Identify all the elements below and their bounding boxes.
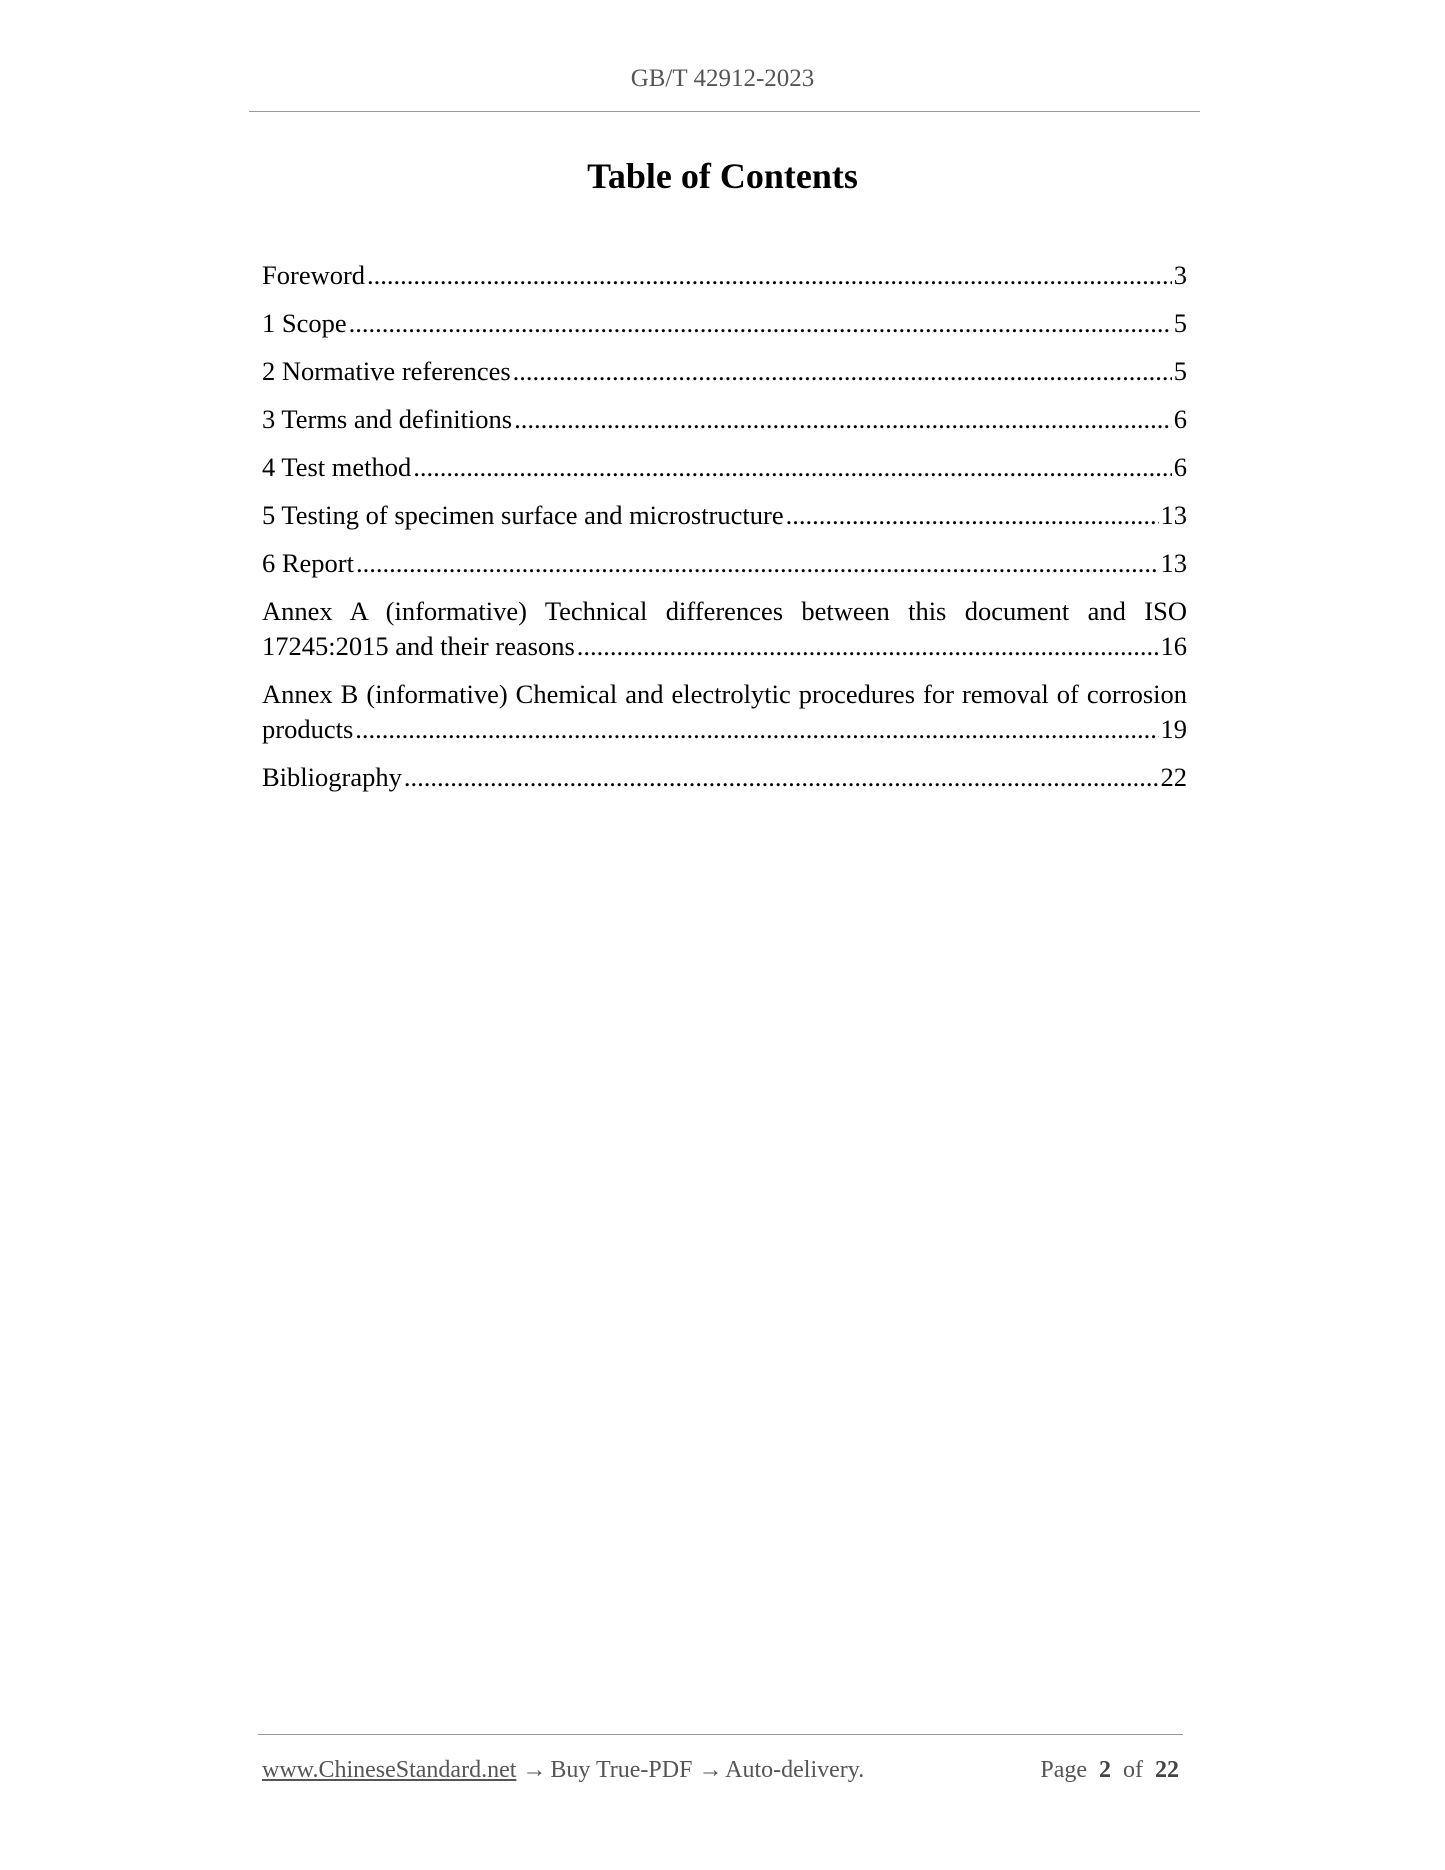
page-title: Table of Contents (587, 156, 858, 196)
toc-entry-title: Bibliography (262, 762, 402, 792)
toc-entry-title-line2: products (262, 714, 354, 744)
of-word: of (1123, 1757, 1143, 1783)
toc-entry-title: 4 Test method (262, 452, 412, 482)
toc-entry-title: 3 Terms and definitions (262, 404, 513, 434)
footer-promo (262, 1755, 864, 1785)
footer-step-buy: Buy True-PDF (550, 1757, 693, 1783)
dot-leader (513, 354, 1172, 389)
toc-entry-page: 13 (1160, 548, 1187, 578)
toc-entry-normative-references[interactable] (262, 354, 1187, 402)
dot-leader (355, 712, 1158, 747)
dot-leader (577, 629, 1159, 664)
toc-entry-report[interactable] (262, 546, 1187, 594)
dot-leader (356, 546, 1159, 581)
toc-entry-page: 5 (1173, 356, 1187, 386)
page-total: 22 (1155, 1757, 1179, 1783)
toc-entry-title-line1: Annex A (informative) Technical differences between this document and ISO (262, 596, 1187, 626)
toc-entry-annex-a[interactable] (262, 594, 1187, 677)
toc-entry-testing-of-specimen[interactable] (262, 498, 1187, 546)
toc-entry-page: 6 (1173, 452, 1187, 482)
footer-divider (258, 1734, 1183, 1735)
toc-entry-test-method[interactable] (262, 450, 1187, 498)
toc-entry-page: 16 (1160, 631, 1187, 661)
toc-entry-title: 1 Scope (262, 308, 347, 338)
dot-leader (404, 760, 1159, 795)
toc-entry-foreword[interactable] (262, 258, 1187, 306)
dot-leader (349, 306, 1172, 341)
toc-entry-page: 22 (1160, 762, 1187, 792)
toc-entry-title-line1: Annex B (informative) Chemical and electrolytic procedures for removal of corrosion (262, 679, 1187, 709)
toc-entry-terms-and-definitions[interactable] (262, 402, 1187, 450)
dot-leader (367, 258, 1172, 293)
arrow-right-icon: → (698, 1757, 723, 1783)
toc-entry-page: 19 (1160, 714, 1187, 744)
page-number (1040, 1755, 1179, 1785)
dot-leader (786, 498, 1159, 533)
dot-leader (413, 450, 1171, 485)
dot-leader (514, 402, 1172, 437)
page-word: Page (1040, 1757, 1087, 1783)
toc-entry-page: 3 (1173, 260, 1187, 290)
arrow-right-icon: → (522, 1757, 547, 1783)
toc-entry-bibliography[interactable] (262, 760, 1187, 808)
toc-entry-annex-b[interactable] (262, 677, 1187, 760)
document-code: GB/T 42912-2023 (630, 65, 815, 92)
toc-entry-title: 5 Testing of specimen surface and microstructure (262, 500, 784, 530)
footer-step-delivery: Auto-delivery. (725, 1757, 865, 1783)
table-of-contents (262, 258, 1187, 808)
toc-entry-title: Foreword (262, 260, 366, 290)
toc-entry-page: 13 (1160, 500, 1187, 530)
toc-entry-title: 2 Normative references (262, 356, 511, 386)
toc-entry-scope[interactable] (262, 306, 1187, 354)
website-link[interactable]: www.ChineseStandard.net (262, 1757, 517, 1783)
toc-entry-title: 6 Report (262, 548, 354, 578)
toc-entry-title-line2: 17245:2015 and their reasons (262, 631, 575, 661)
header-divider (249, 111, 1200, 112)
toc-entry-page: 5 (1173, 308, 1187, 338)
toc-entry-page: 6 (1173, 404, 1187, 434)
page-current: 2 (1099, 1757, 1111, 1783)
